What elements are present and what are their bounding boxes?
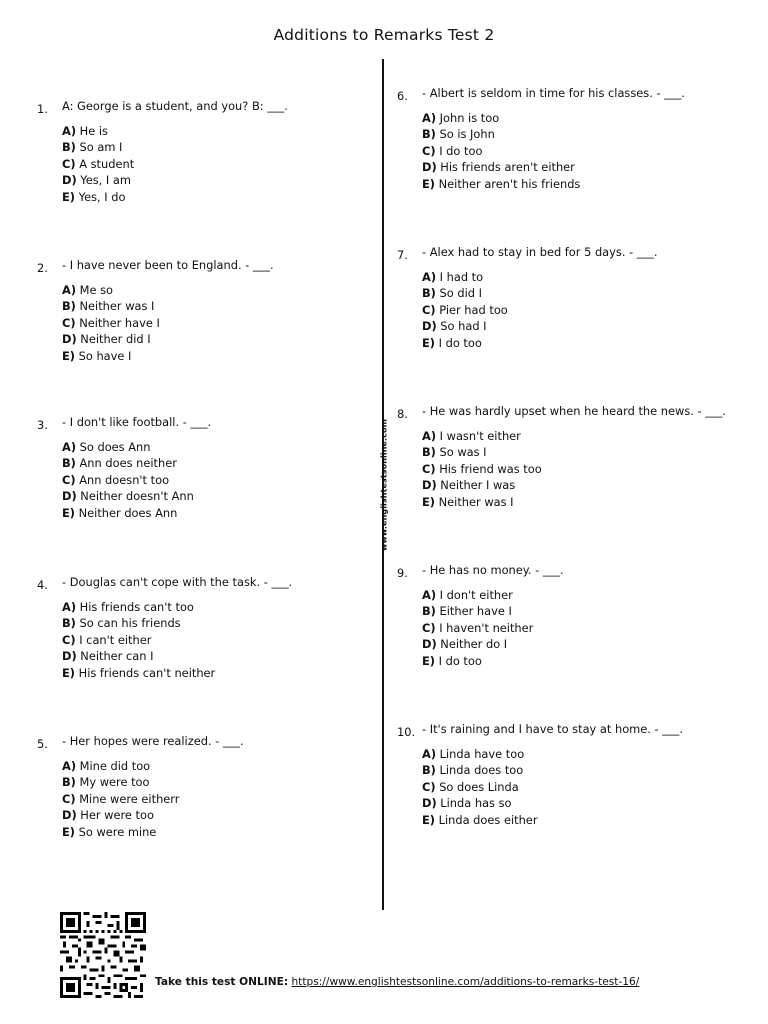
answer-options <box>422 587 533 669</box>
answer-option-a[interactable]: A) His friends can't too <box>62 600 194 614</box>
answer-option-d[interactable]: D) Neither I was <box>422 478 516 493</box>
answer-option-e[interactable]: E) Neither aren't his friends <box>422 176 581 191</box>
question-number: 9. <box>397 566 408 580</box>
question-text: - Alex had to stay in bed for 5 days. - ___. <box>422 245 658 259</box>
answer-options <box>62 599 215 681</box>
question-text: - Douglas can't cope with the task. - ___. <box>62 575 293 589</box>
answer-option-a[interactable]: A) John is too <box>422 111 500 125</box>
answer-options <box>422 746 538 828</box>
answer-option-c[interactable]: C) Mine were eitherr <box>62 791 180 806</box>
answer-option-d[interactable]: D) Linda has so <box>422 796 512 811</box>
question-number: 1. <box>37 102 48 116</box>
answer-option-d[interactable]: D) So had I <box>422 319 487 334</box>
answer-options <box>62 439 194 521</box>
footer-label: Take this test ONLINE: <box>155 976 289 988</box>
answer-option-e[interactable]: E) Neither was I <box>422 494 514 509</box>
answer-option-c[interactable]: C) Pier had too <box>422 302 508 317</box>
answer-option-e[interactable]: E) I do too <box>422 335 482 350</box>
question-number: 4. <box>37 578 48 592</box>
answer-options <box>422 110 580 192</box>
answer-option-b[interactable]: B) So am I <box>62 140 123 155</box>
question-number: 10. <box>397 725 416 739</box>
answer-option-d[interactable]: D) Neither doesn't Ann <box>62 489 194 504</box>
answer-option-c[interactable]: C) A student <box>62 156 135 171</box>
question-text: - I have never been to England. - ___. <box>62 258 274 272</box>
answer-option-d[interactable]: D) Neither can I <box>62 649 154 664</box>
answer-option-a[interactable]: A) I don't either <box>422 588 513 602</box>
answer-option-e[interactable]: E) So were mine <box>62 824 157 839</box>
answer-option-b[interactable]: B) Either have I <box>422 604 512 619</box>
question-number: 3. <box>37 418 48 432</box>
answer-option-a[interactable]: A) I wasn't either <box>422 429 521 443</box>
page-title: Additions to Remarks Test 2 <box>273 26 495 44</box>
answer-option-b[interactable]: B) So is John <box>422 127 495 142</box>
answer-option-a[interactable]: A) Me so <box>62 283 114 297</box>
side-url-text: www.englishtestsonline.com <box>379 418 389 552</box>
footer-test-link[interactable]: https://www.englishtestsonline.com/additions-to-remarks-test-16/ <box>291 976 640 988</box>
answer-option-c[interactable]: C) Neither have I <box>62 315 160 330</box>
answer-option-b[interactable]: B) Neither was I <box>62 299 155 314</box>
question-number: 6. <box>397 89 408 103</box>
qr-code-icon[interactable] <box>58 912 148 998</box>
answer-option-c[interactable]: C) So does Linda <box>422 779 519 794</box>
question-text: - Her hopes were realized. - ___. <box>62 734 244 748</box>
answer-option-d[interactable]: D) Neither do I <box>422 637 508 652</box>
answer-option-b[interactable]: B) So can his friends <box>62 616 181 631</box>
answer-option-b[interactable]: B) Ann does neither <box>62 456 177 471</box>
answer-option-d[interactable]: D) Her were too <box>62 808 154 823</box>
answer-option-a[interactable]: A) He is <box>62 124 108 138</box>
question-number: 2. <box>37 261 48 275</box>
answer-option-e[interactable]: E) Neither does Ann <box>62 505 178 520</box>
question-text: - It's raining and I have to stay at home. - ___. <box>422 722 683 736</box>
answer-options <box>422 269 508 351</box>
answer-options <box>62 758 179 840</box>
answer-option-c[interactable]: C) I can't either <box>62 632 152 647</box>
question-text: - He was hardly upset when he heard the news. - ___. <box>422 404 726 418</box>
answer-option-c[interactable]: C) His friend was too <box>422 461 542 476</box>
question-text: - Albert is seldom in time for his classes. - ___. <box>422 86 685 100</box>
answer-option-d[interactable]: D) His friends aren't either <box>422 160 575 175</box>
answer-option-a[interactable]: A) So does Ann <box>62 440 151 454</box>
answer-option-d[interactable]: D) Yes, I am <box>62 173 131 188</box>
answer-option-c[interactable]: C) I haven't neither <box>422 620 534 635</box>
answer-option-b[interactable]: B) My were too <box>62 775 150 790</box>
answer-option-c[interactable]: C) Ann doesn't too <box>62 472 170 487</box>
answer-option-e[interactable]: E) So have I <box>62 348 132 363</box>
answer-options <box>62 282 160 364</box>
answer-option-b[interactable]: B) So was I <box>422 445 487 460</box>
answer-option-e[interactable]: E) I do too <box>422 653 482 668</box>
answer-option-a[interactable]: A) I had to <box>422 270 484 284</box>
answer-options <box>422 428 542 510</box>
question-text: - I don't like football. - ___. <box>62 415 212 429</box>
answer-option-a[interactable]: A) Mine did too <box>62 759 151 773</box>
answer-option-c[interactable]: C) I do too <box>422 143 483 158</box>
question-number: 8. <box>397 407 408 421</box>
answer-option-b[interactable]: B) So did I <box>422 286 482 301</box>
footer-online-line <box>155 976 639 988</box>
answer-option-e[interactable]: E) Linda does either <box>422 812 538 827</box>
question-number: 7. <box>397 248 408 262</box>
answer-option-a[interactable]: A) Linda have too <box>422 747 525 761</box>
answer-option-b[interactable]: B) Linda does too <box>422 763 524 778</box>
answer-option-d[interactable]: D) Neither did I <box>62 332 151 347</box>
answer-option-e[interactable]: E) His friends can't neither <box>62 665 216 680</box>
question-text: A: George is a student, and you? B: ___. <box>62 99 288 113</box>
question-text: - He has no money. - ___. <box>422 563 564 577</box>
answer-options <box>62 123 134 205</box>
question-number: 5. <box>37 737 48 751</box>
answer-option-e[interactable]: E) Yes, I do <box>62 189 126 204</box>
